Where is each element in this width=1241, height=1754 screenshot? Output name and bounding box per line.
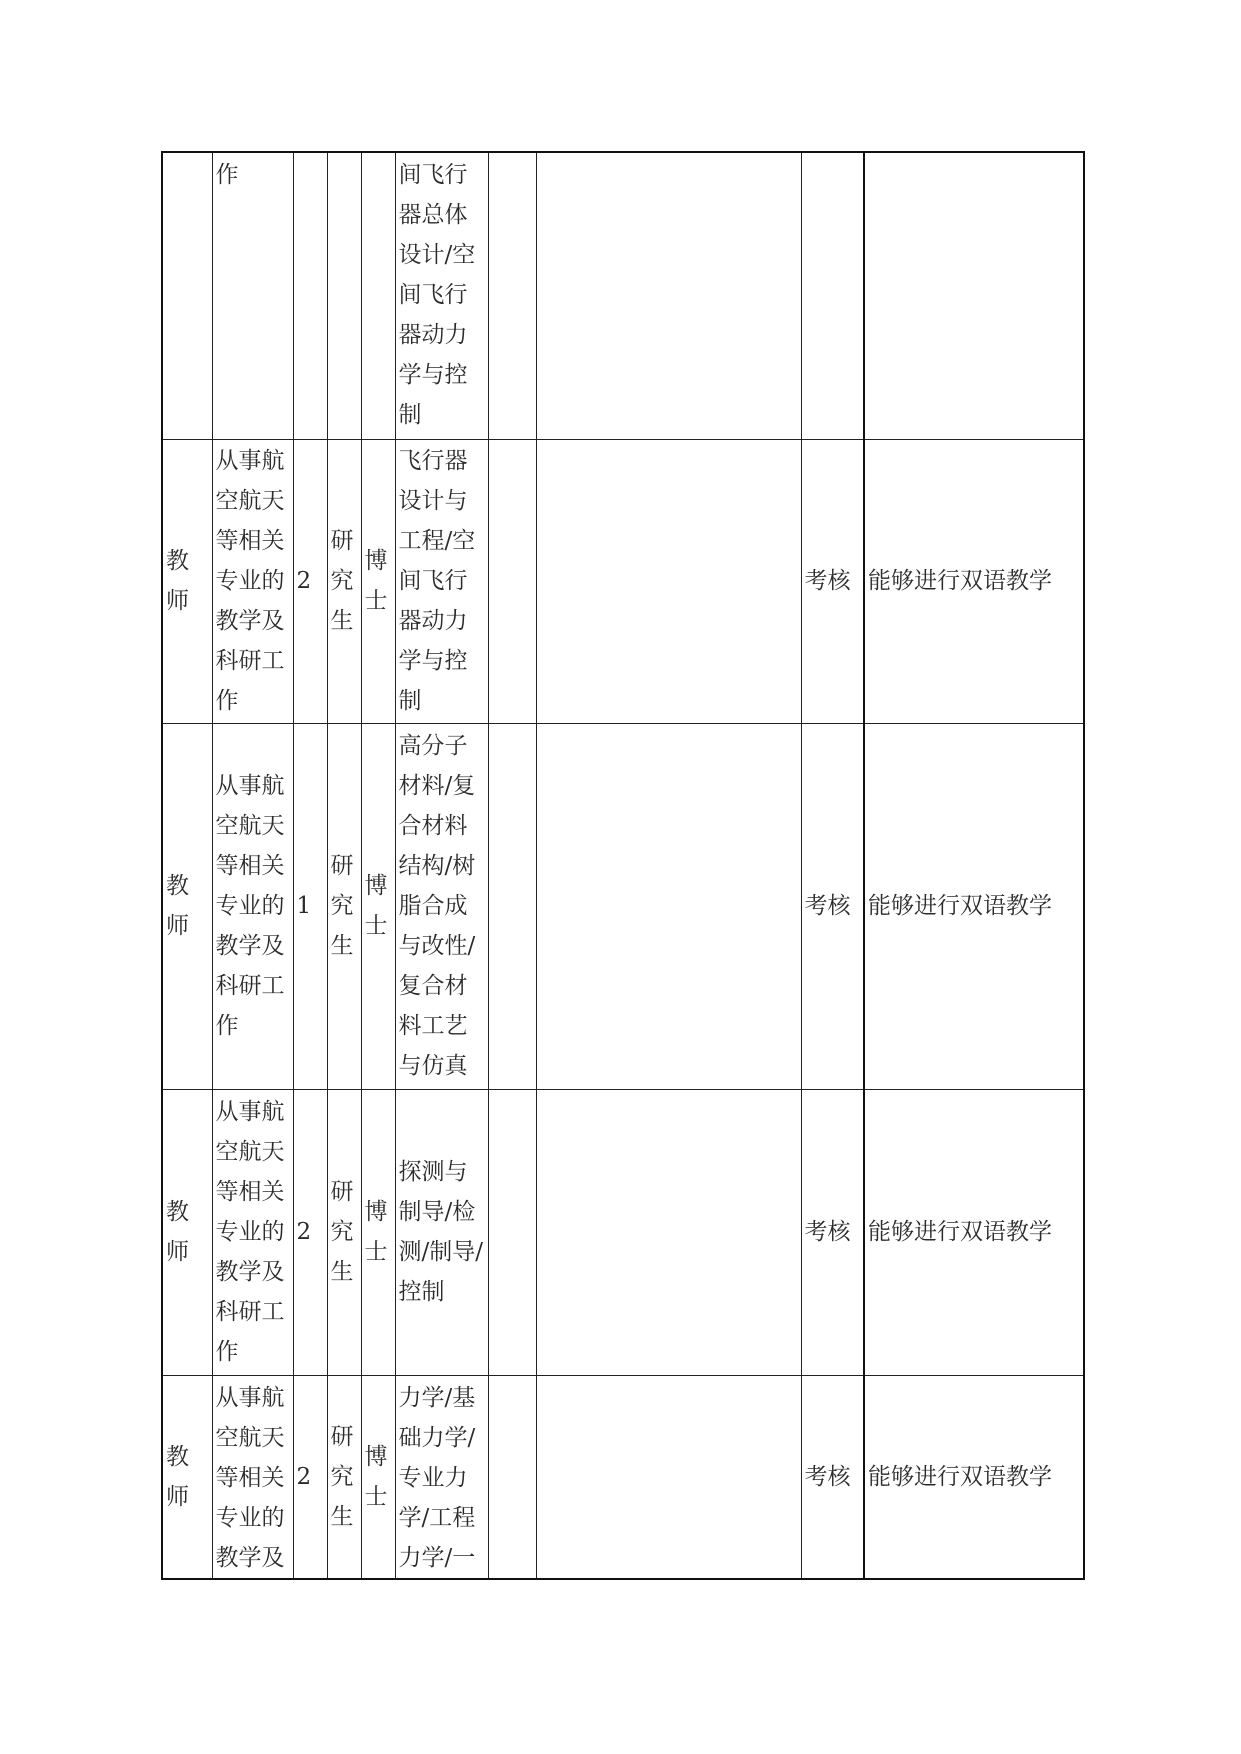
table-row <box>162 1375 1084 1579</box>
education-cell: 研究生 <box>327 1089 361 1375</box>
education-cell <box>327 152 361 439</box>
method-cell: 考核 <box>801 439 864 723</box>
duties-cell: 作 <box>212 152 293 439</box>
table-row <box>162 152 1084 439</box>
degree-cell: 博士 <box>361 1089 395 1375</box>
method-cell: 考核 <box>801 723 864 1089</box>
position-cell: 教师 <box>162 439 212 723</box>
table-row <box>162 723 1084 1089</box>
duties-cell: 从事航空航天等相关专业的教学及科研工作 <box>212 723 293 1089</box>
notes-cell: 能够进行双语教学 <box>864 723 1084 1089</box>
requirement-cell <box>536 723 801 1089</box>
method-cell: 考核 <box>801 1375 864 1579</box>
education-cell: 研究生 <box>327 723 361 1089</box>
count-cell: 1 <box>293 723 327 1089</box>
education-cell: 研究生 <box>327 1375 361 1579</box>
method-cell <box>801 152 864 439</box>
education-cell: 研究生 <box>327 439 361 723</box>
degree-cell <box>361 152 395 439</box>
requirement-cell <box>536 1375 801 1579</box>
extra-cell <box>488 439 536 723</box>
major-cell: 间飞行器总体设计/空间飞行器动力学与控制 <box>395 152 488 439</box>
extra-cell <box>488 723 536 1089</box>
position-cell: 教师 <box>162 1375 212 1579</box>
recruitment-table <box>161 151 1085 1580</box>
position-cell: 教师 <box>162 1089 212 1375</box>
extra-cell <box>488 152 536 439</box>
requirement-cell <box>536 1089 801 1375</box>
notes-cell: 能够进行双语教学 <box>864 1375 1084 1579</box>
count-cell: 2 <box>293 1089 327 1375</box>
count-cell: 2 <box>293 439 327 723</box>
degree-cell: 博士 <box>361 1375 395 1579</box>
duties-cell: 从事航空航天等相关专业的教学及 <box>212 1375 293 1579</box>
major-cell: 力学/基础力学/专业力学/工程力学/一 <box>395 1375 488 1579</box>
major-cell: 飞行器设计与工程/空间飞行器动力学与控制 <box>395 439 488 723</box>
requirement-cell <box>536 439 801 723</box>
method-cell: 考核 <box>801 1089 864 1375</box>
notes-cell: 能够进行双语教学 <box>864 439 1084 723</box>
major-cell: 探测与制导/检测/制导/控制 <box>395 1089 488 1375</box>
notes-cell <box>864 152 1084 439</box>
requirement-cell <box>536 152 801 439</box>
extra-cell <box>488 1375 536 1579</box>
duties-cell: 从事航空航天等相关专业的教学及科研工作 <box>212 1089 293 1375</box>
position-cell <box>162 152 212 439</box>
duties-cell: 从事航空航天等相关专业的教学及科研工作 <box>212 439 293 723</box>
degree-cell: 博士 <box>361 723 395 1089</box>
count-cell <box>293 152 327 439</box>
major-cell: 高分子材料/复合材料结构/树脂合成与改性/复合材料工艺与仿真 <box>395 723 488 1089</box>
position-cell: 教师 <box>162 723 212 1089</box>
notes-cell: 能够进行双语教学 <box>864 1089 1084 1375</box>
table-row <box>162 439 1084 723</box>
count-cell: 2 <box>293 1375 327 1579</box>
extra-cell <box>488 1089 536 1375</box>
table-row <box>162 1089 1084 1375</box>
degree-cell: 博士 <box>361 439 395 723</box>
